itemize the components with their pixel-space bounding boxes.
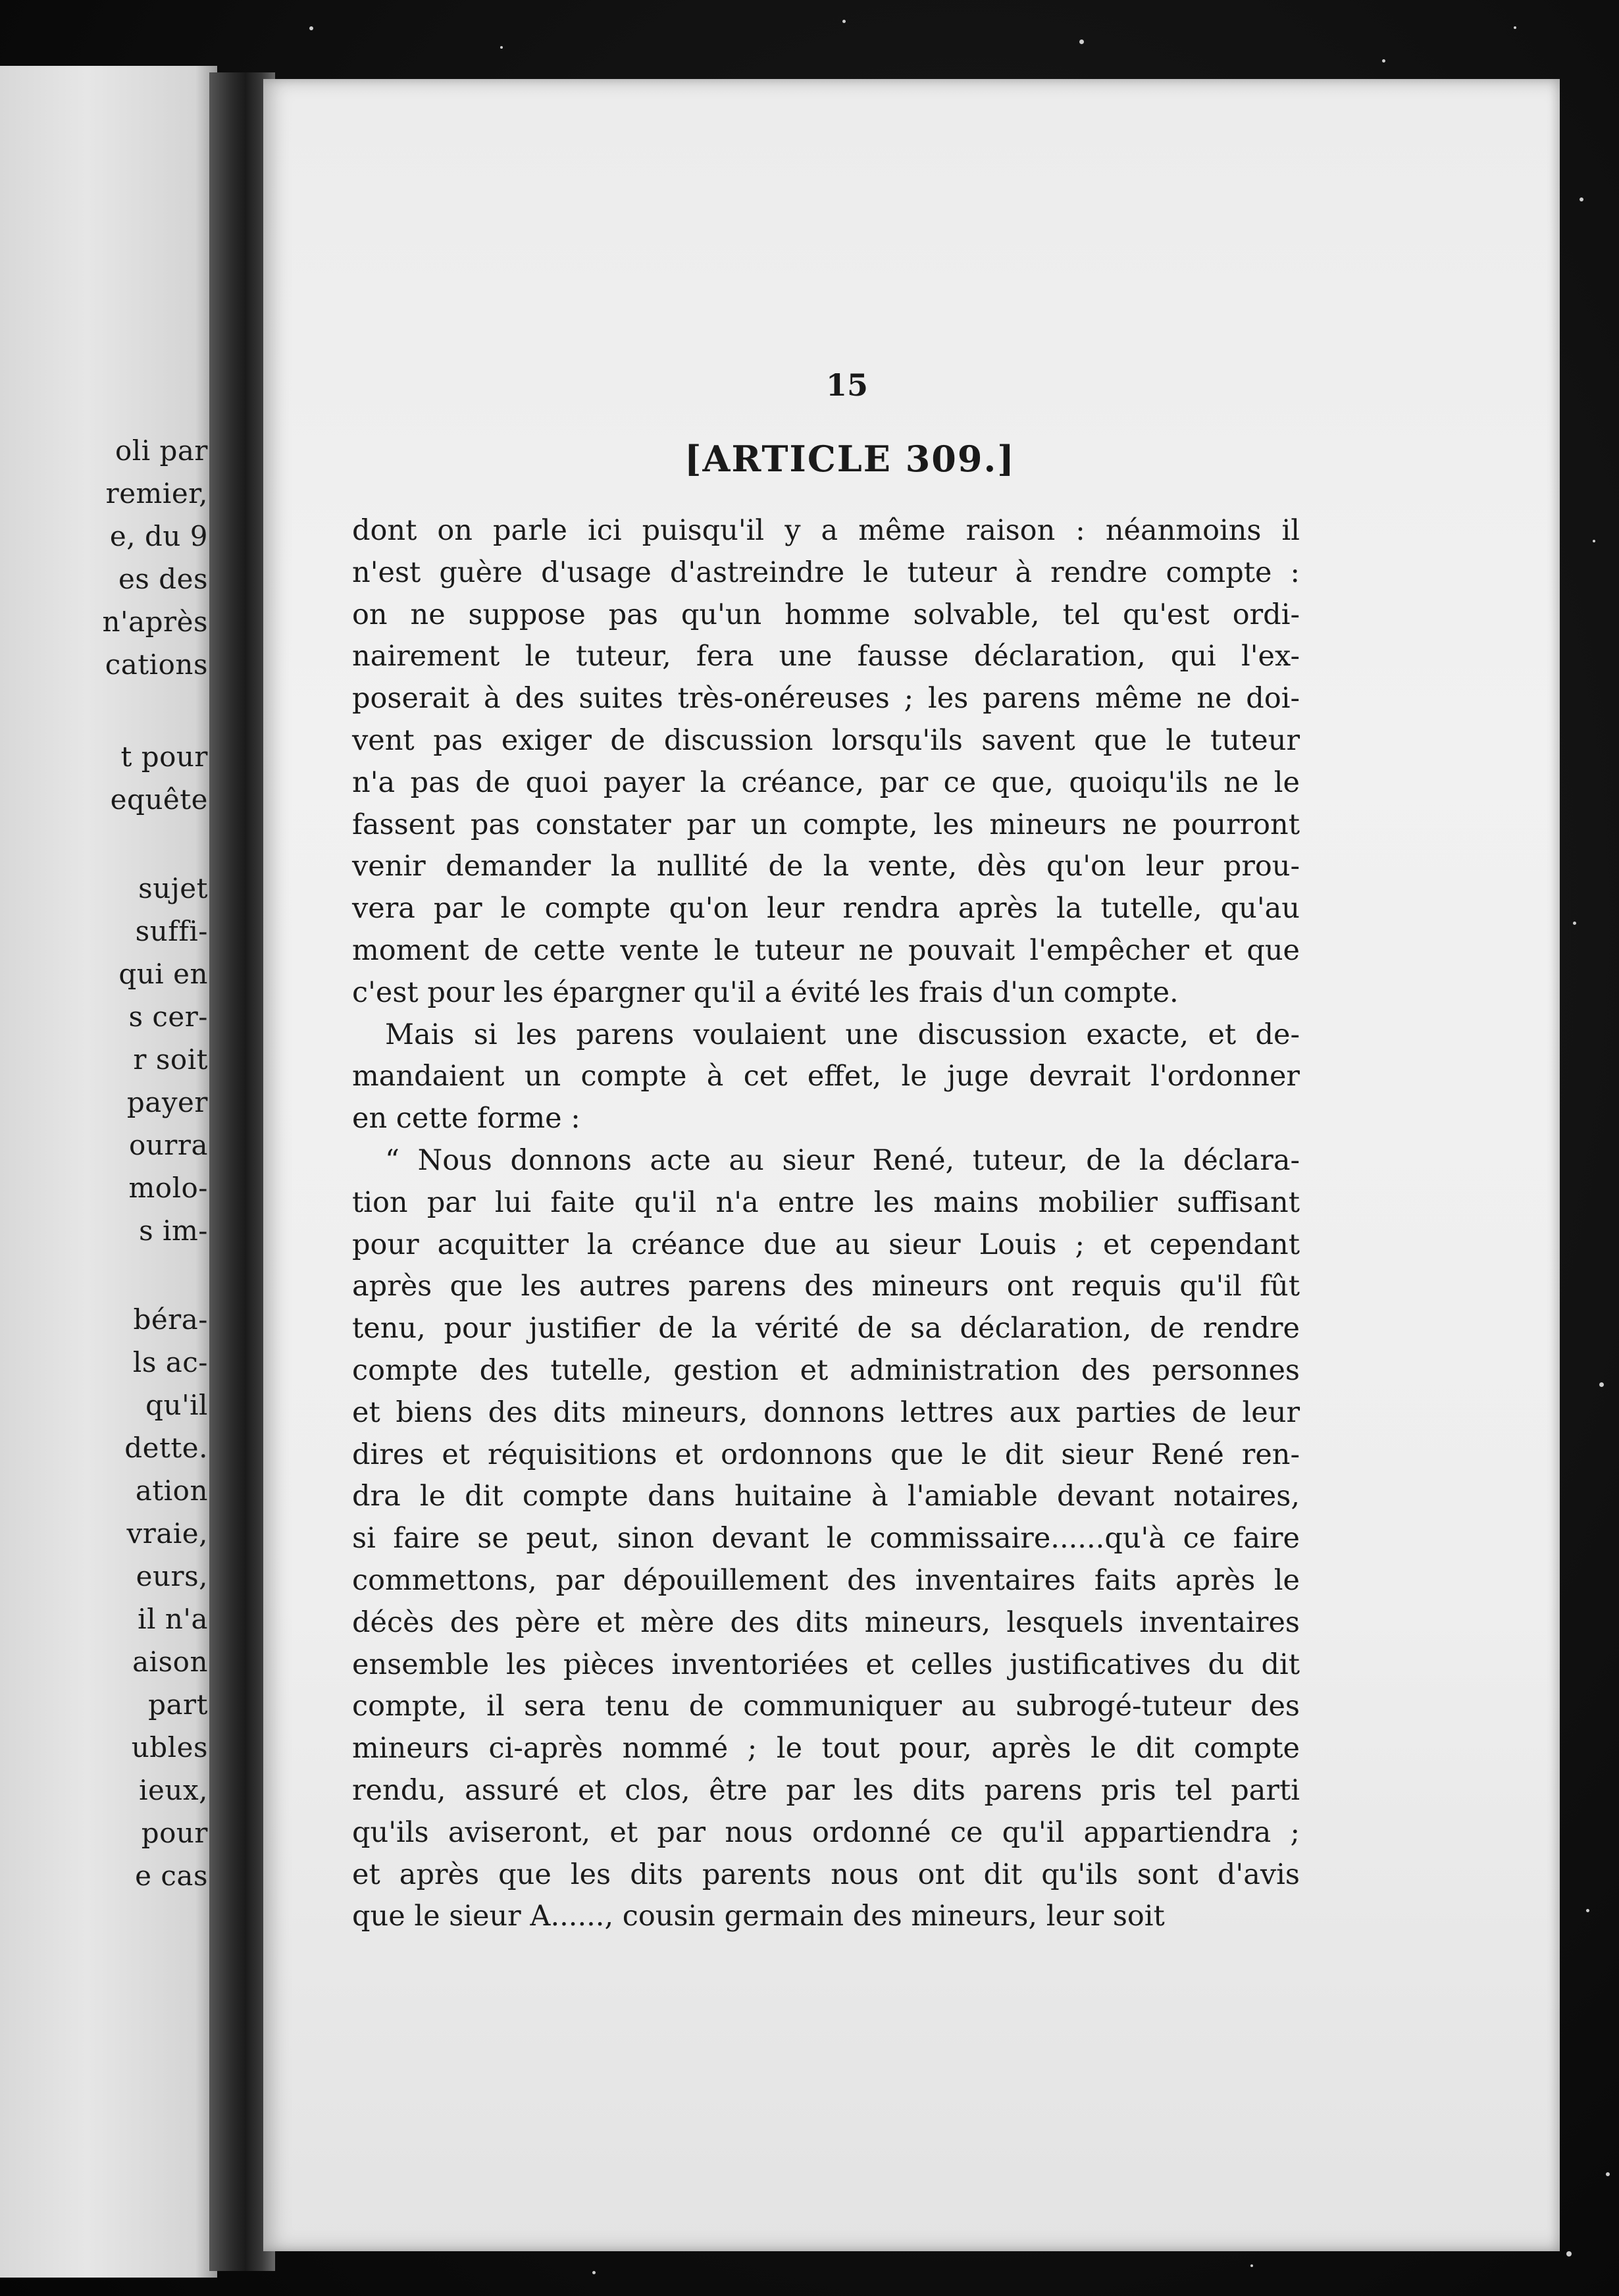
scan-speck: [1514, 26, 1516, 29]
text-line: moment de cette vente le tuteur ne pouvait l'empêcher et que: [352, 933, 1300, 967]
left-page-line: ation: [135, 1474, 208, 1507]
text-line: compte, il sera tenu de communiquer au subrogé-tuteur des: [352, 1690, 1300, 1723]
text-line: en cette forme :: [352, 1102, 580, 1135]
scan-speck: [500, 46, 503, 49]
text-line: tion par lui faite qu'il n'a entre les mains mobilier suffisant: [352, 1186, 1300, 1219]
text-line: vera par le compte qu'on leur rendra après la tutelle, qu'au: [352, 892, 1300, 926]
left-page-line: eurs,: [136, 1560, 208, 1592]
left-page-line: qui en: [118, 958, 208, 990]
text-line: n'a pas de quoi payer la créance, par ce que, quoiqu'ils ne le: [352, 766, 1300, 799]
scan-speck: [1606, 2172, 1610, 2176]
text-line: vent pas exiger de discussion lorsqu'ils savent que le tuteur: [352, 723, 1300, 757]
scan-speck: [1079, 39, 1084, 44]
text-line: c'est pour les épargner qu'il a évité les frais d'un compte.: [352, 976, 1179, 1009]
scan-speck: [1250, 2264, 1253, 2267]
left-page-line: ieux,: [139, 1774, 208, 1806]
left-page-line: ls ac-: [132, 1346, 208, 1378]
left-page-line: ubles: [131, 1731, 208, 1763]
left-page-line: e, du 9: [109, 520, 208, 552]
left-page-line: aison: [132, 1646, 208, 1678]
left-page-line: payer: [126, 1086, 208, 1118]
left-page-line: oli par: [115, 434, 208, 467]
scan-speck: [842, 20, 846, 23]
left-page-line: sujet: [138, 872, 208, 904]
previous-page-fragment: [0, 66, 217, 2278]
left-page-line: cations: [105, 648, 208, 681]
scan-speck: [1566, 2251, 1572, 2257]
text-line: dra le dit compte dans huitaine à l'amiable devant notaires,: [352, 1480, 1300, 1513]
text-line: tenu, pour justifier de la vérité de sa déclaration, de rendre: [352, 1312, 1300, 1345]
text-line: mandaient un compte à cet effet, le juge devrait l'ordonner: [352, 1060, 1300, 1093]
text-line: mineurs ci-après nommé ; le tout pour, après le dit compte: [352, 1732, 1300, 1765]
left-page-line: ourra: [128, 1129, 208, 1161]
left-page-line: suffi-: [135, 915, 208, 947]
left-page-line: s im-: [139, 1214, 208, 1247]
text-line: commettons, par dépouillement des inventaires faits après le: [352, 1563, 1300, 1597]
page-number: 15: [826, 367, 869, 403]
article-heading: [ARTICLE 309.]: [684, 438, 1015, 480]
text-line: on ne suppose pas qu'un homme solvable, tel qu'est ordi-: [352, 598, 1300, 631]
text-line: poserait à des suites très-onéreuses ; les parens même ne doi-: [352, 682, 1300, 716]
text-line: et après que les dits parents nous ont dit qu'ils sont d'avis: [352, 1858, 1300, 1891]
text-line: décès des père et mère des dits mineurs, lesquels inventaires: [352, 1605, 1300, 1639]
left-page-line: remier,: [105, 477, 208, 509]
page-body-text: [352, 510, 1300, 1938]
text-line: dires et réquisitions et ordonnons que le dit sieur René ren-: [352, 1438, 1300, 1471]
text-line: et biens des dits mineurs, donnons lettres aux parties de leur: [352, 1396, 1300, 1429]
left-page-line: dette.: [124, 1432, 208, 1464]
left-page-line: es des: [118, 563, 208, 595]
text-line: Mais si les parens voulaient une discussion exacte, et de-: [385, 1018, 1300, 1051]
left-page-line: il n'a: [138, 1603, 208, 1635]
text-line: qu'ils aviseront, et par nous ordonné ce qu'il appartiendra ;: [352, 1815, 1300, 1849]
scan-speck: [1382, 59, 1385, 63]
scan-speck: [1599, 1382, 1604, 1387]
left-page-line: béra-: [133, 1303, 208, 1336]
scan-speck: [1593, 540, 1595, 542]
left-page-line: part: [148, 1688, 208, 1721]
left-page-line: equête: [110, 783, 208, 816]
left-page-line: pour: [141, 1817, 208, 1849]
scan-speck: [309, 26, 313, 30]
text-line: si faire se peut, sinon devant le commissaire......qu'à ce faire: [352, 1522, 1300, 1555]
left-page-line: n'après: [102, 606, 208, 638]
text-line: après que les autres parens des mineurs ont requis qu'il fût: [352, 1270, 1300, 1303]
left-page-line: vraie,: [126, 1517, 208, 1550]
text-line: rendu, assuré et clos, être par les dits parens pris tel parti: [352, 1773, 1300, 1807]
text-line: nairement le tuteur, fera une fausse déclaration, qui l'ex-: [352, 640, 1300, 673]
text-line: n'est guère d'usage d'astreindre le tuteur à rendre compte :: [352, 556, 1300, 589]
text-line: fassent pas constater par un compte, les mineurs ne pourront: [352, 808, 1300, 841]
scan-speck: [1573, 922, 1576, 925]
text-line: dont on parle ici puisqu'il y a même raison : néanmoins il: [352, 514, 1300, 547]
text-line: ensemble les pièces inventoriées et celles justificatives du dit: [352, 1648, 1300, 1681]
left-page-line: molo-: [128, 1172, 208, 1204]
text-line: pour acquitter la créance due au sieur Louis ; et cependant: [352, 1228, 1300, 1261]
left-page-line: t pour: [120, 741, 208, 773]
left-page-line: r soit: [133, 1043, 208, 1076]
left-page-line: qu'il: [145, 1389, 208, 1421]
scan-speck: [592, 2271, 596, 2274]
left-page-line: s cer-: [128, 1001, 208, 1033]
left-page-line: e cas: [135, 1860, 208, 1892]
text-line: que le sieur A......, cousin germain des mineurs, leur soit: [352, 1900, 1165, 1933]
text-line: “ Nous donnons acte au sieur René, tuteur, de la déclara-: [385, 1143, 1300, 1177]
text-line: compte des tutelle, gestion et administration des personnes: [352, 1353, 1300, 1387]
scan-speck: [1580, 197, 1583, 201]
scan-speck: [1586, 1909, 1589, 1912]
text-line: venir demander la nullité de la vente, dès qu'on leur prou-: [352, 850, 1300, 883]
